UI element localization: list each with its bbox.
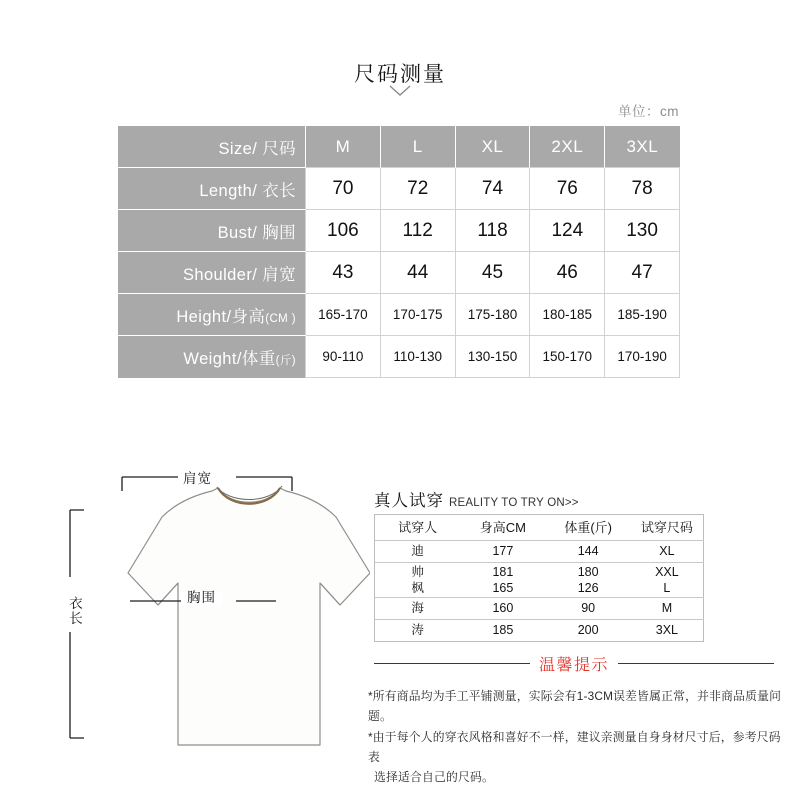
tryon-size-3: M [661, 601, 673, 616]
tryon-height-4: 185 [492, 623, 514, 638]
size-header-l: L [380, 126, 455, 168]
table-row-header [375, 515, 704, 541]
tryon-weight-2 [546, 563, 631, 598]
cell-length-l: 72 [380, 168, 455, 210]
cell-bust-xl: 118 [455, 210, 530, 252]
tryon-weight-2b: 126 [577, 580, 599, 595]
row-header-weight-unit: (斤) [275, 354, 296, 367]
cell-weight-l: 110-130 [380, 336, 455, 378]
row-header-bust: Bust/ 胸围 [118, 210, 306, 252]
cell-shoulder-l: 44 [380, 252, 455, 294]
cell-shoulder-3xl: 47 [605, 252, 680, 294]
cell-height-l: 170-175 [380, 294, 455, 336]
tips-line-3: 选择适合自己的尺码。 [374, 770, 494, 785]
row-header-length: Length/ 衣长 [118, 168, 306, 210]
chevron-down-icon [0, 84, 800, 98]
tryon-person-4: 涛 [411, 623, 424, 638]
tryon-weight-2a: 180 [577, 565, 599, 579]
table-row [118, 210, 680, 252]
cell-length-xl: 74 [455, 168, 530, 210]
tryon-weight-3: 90 [581, 601, 596, 616]
tips-heading [374, 652, 774, 675]
cell-weight-m: 90-110 [306, 336, 381, 378]
cell-shoulder-m: 43 [306, 252, 381, 294]
length-dimension-label: 衣长 [69, 592, 84, 632]
cell-bust-m: 106 [306, 210, 381, 252]
cell-shoulder-2xl: 46 [530, 252, 605, 294]
tryon-heading-en: REALITY TO TRY ON>> [449, 497, 579, 509]
cell-length-3xl: 78 [605, 168, 680, 210]
tryon-height-2 [460, 563, 545, 598]
tryon-size-1: XL [659, 544, 675, 559]
tips-line-1: *所有商品均为手工平铺测量，实际会有1-3CM误差皆属正常，并非商品质量问题。 [368, 689, 782, 724]
tryon-size-2a: XXL [655, 565, 679, 579]
tips-body [368, 686, 792, 787]
size-header-m: M [306, 126, 381, 168]
tryon-col-height: 身高CM [479, 519, 526, 535]
tryon-heading [374, 487, 579, 511]
cell-height-3xl: 185-190 [605, 294, 680, 336]
tryon-person-3: 海 [411, 601, 424, 616]
table-row [375, 541, 704, 563]
table-row [375, 620, 704, 642]
tryon-size-4: 3XL [655, 623, 679, 638]
tryon-person-2 [375, 563, 461, 598]
tryon-height-2a: 181 [492, 565, 514, 579]
size-header-xl: XL [455, 126, 530, 168]
cell-bust-3xl: 130 [605, 210, 680, 252]
cell-bust-2xl: 124 [530, 210, 605, 252]
table-row-header [118, 126, 680, 168]
unit-note: 单位：cm [618, 104, 679, 119]
row-header-height-label: Height/身高 [176, 307, 266, 326]
cell-height-m: 165-170 [306, 294, 381, 336]
tryon-col-person: 试穿人 [398, 519, 438, 535]
tryon-height-1: 177 [492, 544, 514, 559]
tryon-size-2 [631, 563, 704, 598]
tips-line-2: *由于每个人的穿衣风格和喜好不一样，建议亲测量自身身材尺寸后，参考尺码表 [368, 729, 781, 764]
tryon-col-weight: 体重(斤) [564, 519, 612, 535]
table-row [118, 168, 680, 210]
page-title: 尺码测量 [354, 63, 446, 86]
row-header-shoulder: Shoulder/ 肩宽 [118, 252, 306, 294]
tryon-height-2b: 165 [492, 580, 514, 595]
tips-divider-left [374, 663, 530, 664]
tryon-person-1: 迪 [411, 544, 424, 559]
cell-shoulder-xl: 45 [455, 252, 530, 294]
cell-height-xl: 175-180 [455, 294, 530, 336]
cell-length-m: 70 [306, 168, 381, 210]
row-header-height-unit: (CM ) [265, 312, 296, 325]
size-header-2xl: 2XL [530, 126, 605, 168]
tryon-size-2b: L [663, 580, 671, 595]
row-header-weight-label: Weight/体重 [183, 349, 276, 368]
bust-dimension-label: 胸围 [181, 591, 222, 606]
cell-height-2xl: 180-185 [530, 294, 605, 336]
tryon-weight-1: 144 [577, 544, 599, 559]
cell-weight-2xl: 150-170 [530, 336, 605, 378]
row-header-height [118, 294, 306, 336]
tryon-weight-4: 200 [577, 623, 599, 638]
tryon-table [374, 514, 704, 642]
tips-title: 温馨提示 [539, 657, 610, 674]
table-row [375, 563, 704, 598]
table-row [118, 294, 680, 336]
table-row [118, 252, 680, 294]
tryon-person-2a: 帅 [411, 565, 424, 579]
table-row [118, 336, 680, 378]
cell-weight-3xl: 170-190 [605, 336, 680, 378]
cell-bust-l: 112 [380, 210, 455, 252]
tryon-person-2b: 枫 [411, 580, 424, 595]
tryon-height-3: 160 [492, 601, 514, 616]
tryon-heading-cn: 真人试穿 [374, 492, 444, 510]
cell-length-2xl: 76 [530, 168, 605, 210]
row-header-weight [118, 336, 306, 378]
shoulder-dimension-label: 肩宽 [178, 472, 217, 487]
row-header-size: Size/ 尺码 [118, 126, 306, 168]
tryon-col-size: 试穿尺码 [640, 519, 693, 535]
cell-weight-xl: 130-150 [455, 336, 530, 378]
table-row [375, 598, 704, 620]
tshirt-diagram [40, 455, 370, 785]
size-header-3xl: 3XL [605, 126, 680, 168]
size-measurement-table [118, 126, 680, 378]
tips-divider-right [618, 663, 774, 664]
